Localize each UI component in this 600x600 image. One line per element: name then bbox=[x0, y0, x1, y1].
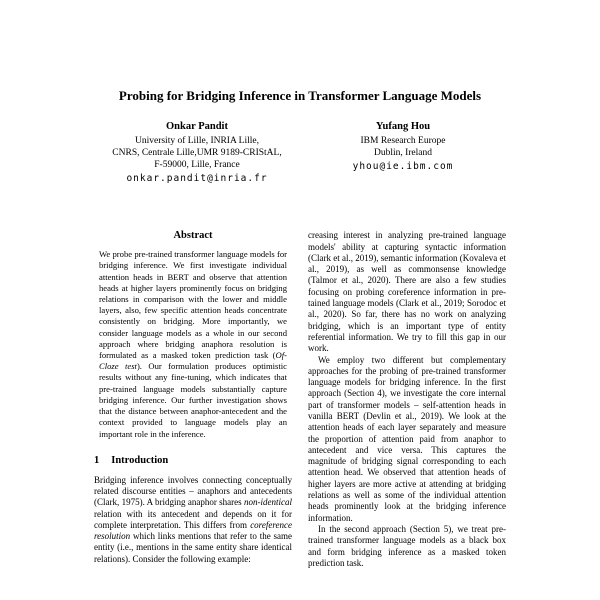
author-affiliation: University of Lille, INRIA Lille, CNRS, Centrale Lille,UMR 9189-CRIStAL, F-59000, Lille, France bbox=[112, 136, 282, 171]
two-column-body bbox=[94, 230, 506, 569]
paper-title: Probing for Bridging Inference in Transformer Language Models bbox=[118, 88, 482, 103]
authors-row bbox=[94, 121, 506, 184]
author-block-2 bbox=[300, 121, 506, 184]
author-email: yhou@ie.ibm.com bbox=[352, 161, 454, 173]
author-email: onkar.pandit@inria.fr bbox=[126, 173, 268, 185]
left-column bbox=[94, 230, 292, 569]
right-col-paragraph-2: We employ two different but complementary approaches for the probing of pre-trained transformer language models for bridging inference. In the first approach (Section 4), we investigate the core internal part of transformer models – self-attention heads in vanilla BERT (Devlin et al., 2019). We look at the attention heads of each layer separately and measure the proportion of attention paid from anaphor to antecedent and vice versa. This captures the magnitude of bridging signal corresponding to each attention head. We observed that attention heads of higher layers are more active at attending at bridging relations as well as some of the individual attention heads prominently look at the bridging inference information. bbox=[308, 354, 506, 523]
author-block-1 bbox=[94, 121, 300, 184]
section-1-heading bbox=[94, 455, 292, 466]
right-column bbox=[308, 230, 506, 569]
section-number: 1 bbox=[94, 454, 100, 466]
intro-paragraph: Bridging inference involves connecting conceptually related discourse entities – anaphors and antecedents (Clark, 1975). A bridging anaphor shares non-identical relation with its antecedent and depends on it for complete interpretation. This differs from coreference resolution which links mentions that refer to the same entity (i.e., mentions in the same entity share identical relations). Consider the following example: bbox=[94, 474, 292, 564]
abstract-heading: Abstract bbox=[173, 230, 213, 242]
section-title: Introduction bbox=[111, 454, 169, 466]
abstract-text: We probe pre-trained transformer language models for bridging inference. We first investigate individual attention heads in BERT and observe that attention heads at higher layers prominently focus on bridging relations in comparison with the lower and middle layers, also, few specific attention heads concentrate consistently on bridging. More importantly, we consider language models as a whole in our second approach where bridging anaphora resolution is formulated as a masked token prediction task (Of-Cloze test). Our formulation produces optimistic results without any fine-tuning, which indicates that pre-trained language models substantially capture bridging inference. Our further investigation shows that the distance between anaphor-antecedent and the context provided to language models play an important role in the inference. bbox=[99, 249, 287, 439]
author-name: Yufang Hou bbox=[375, 121, 431, 133]
right-col-paragraph-3: In the second approach (Section 5), we treat pre-trained transformer language models as a black box and form bridging inference as a masked token prediction task. bbox=[308, 523, 506, 568]
right-col-paragraph-1: creasing interest in analyzing pre-trained language models' ability at capturing syntactic information (Clark et al., 2019), semantic information (Kovaleva et al., 2019), as well as commonsense knowledge (Talmor et al., 2020). There are also a few studies focusing on probing coreference information in pre-tained language models (Clark et al., 2019; Sorodoc et al., 2020). So far, there has no work on analyzing bridging, which is an important type of entity referential information. We try to fill this gap in our work. bbox=[308, 230, 506, 354]
author-name: Onkar Pandit bbox=[166, 121, 228, 133]
author-affiliation: IBM Research Europe Dublin, Ireland bbox=[360, 136, 446, 159]
